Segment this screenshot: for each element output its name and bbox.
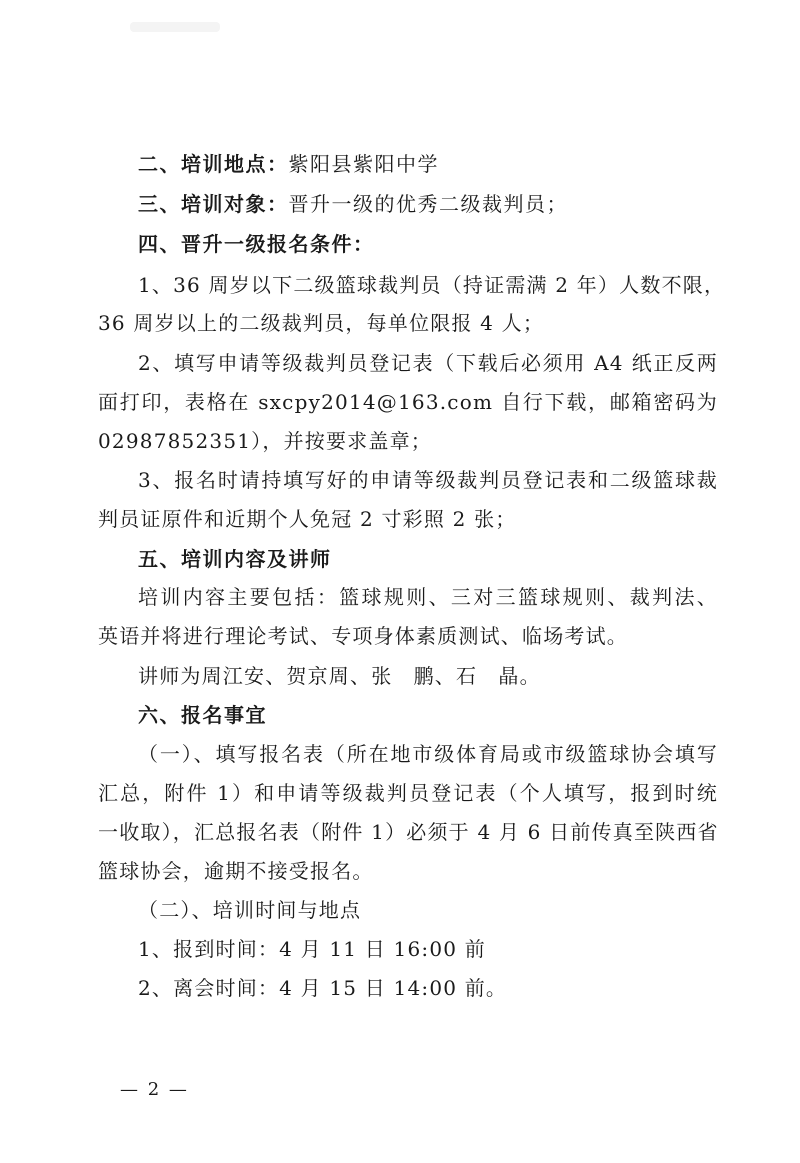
reg1-line4: 篮球协会，逾期不接受报名。	[98, 859, 374, 883]
cond1-line1: 1、36 周岁以下二级篮球裁判员（持证需满 2 年）人数不限，	[138, 273, 726, 297]
conditions-heading: 四、晋升一级报名条件：	[138, 232, 375, 256]
location-heading: 二、培训地点：	[138, 152, 289, 176]
reg1-line3: 一收取），汇总报名表（附件 1）必须于 4 月 6 日前传真至陕西省	[98, 820, 719, 844]
cond2-line2: 面打印，表格在 sxcpy2014@163.com 自行下载，邮箱密码为	[98, 390, 718, 414]
target-text: 晋升一级的优秀二级裁判员；	[288, 192, 568, 216]
content-heading: 五、培训内容及讲师	[138, 547, 332, 571]
location-text: 紫阳县紫阳中学	[288, 152, 439, 176]
cond2-line1: 2、填写申请等级裁判员登记表（下载后必须用 A4 纸正反两	[138, 351, 718, 375]
content-line2: 英语并将进行理论考试、专项身体素质测试、临场考试。	[98, 624, 628, 648]
reg2-item2: 2、离会时间：4 月 15 日 14:00 前。	[138, 976, 508, 1000]
scan-smudge	[130, 22, 220, 32]
target-heading: 三、培训对象：	[138, 192, 289, 216]
location-line	[138, 150, 718, 178]
cond1-line2: 36 周岁以上的二级裁判员，每单位限报 4 人；	[98, 311, 545, 335]
reg2-heading: （二）、培训时间与地点	[138, 898, 362, 922]
registration-heading: 六、报名事宜	[138, 703, 267, 727]
reg1-line2: 汇总，附件 1）和申请等级裁判员登记表（个人填写，报到时统	[98, 781, 718, 805]
target-line	[138, 190, 718, 218]
cond2-line3: 02987852351），并按要求盖章；	[98, 429, 432, 453]
cond3-line2: 判员证原件和近期个人免冠 2 寸彩照 2 张；	[98, 507, 517, 531]
page-number: — 2 —	[120, 1079, 189, 1100]
lecturers-line: 讲师为周江安、贺京周、张 鹏、石 晶。	[138, 664, 541, 688]
reg1-line1: （一）、填写报名表（所在地市级体育局或市级篮球协会填写	[138, 742, 718, 766]
reg2-item1: 1、报到时间：4 月 11 日 16:00 前	[138, 937, 486, 961]
content-line1: 培训内容主要包括：篮球规则、三对三篮球规则、裁判法、	[138, 585, 718, 609]
cond3-line1: 3、报名时请持填写好的申请等级裁判员登记表和二级篮球裁	[138, 468, 718, 492]
